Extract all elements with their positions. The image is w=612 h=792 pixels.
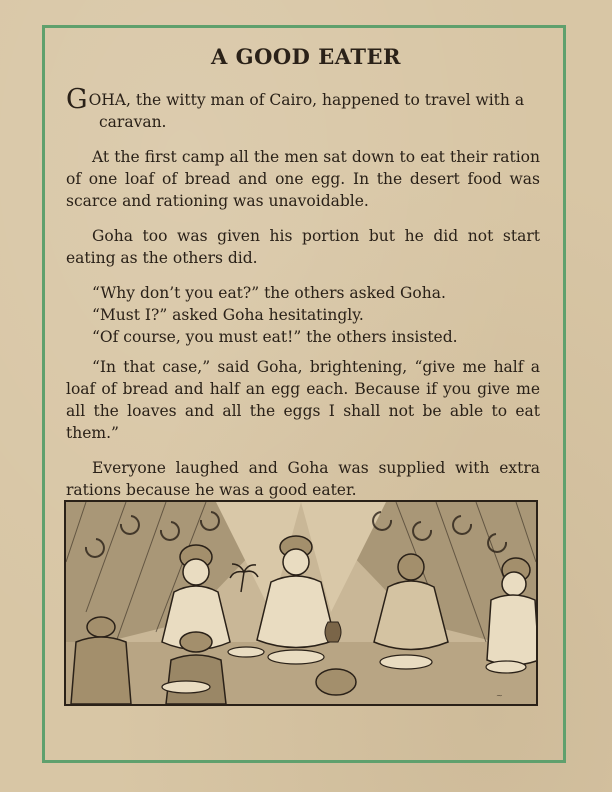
paragraph-1 (66, 84, 540, 133)
dialogue-line-2: “Must I?” asked Goha hesitatingly. (92, 306, 364, 324)
paragraph-2: At the first camp all the men sat down to eat their ration of one loaf of bread and one egg. In the desert food was scarce and rationing was unavoidable. (66, 148, 540, 210)
story-body (66, 84, 540, 514)
paragraph-4: “In that case,” said Goha, brightening, “give me half a loaf of bread and half an egg each. Because if you give me all the loaves and all the eggs I shall not be able to eat them.” (66, 358, 540, 442)
svg-text:~: ~ (496, 691, 503, 700)
paragraph-5: Everyone laughed and Goha was supplied with extra rations because he was a good eater. (66, 459, 540, 499)
dialogue-line-3: “Of course, you must eat!” the others insisted. (92, 328, 458, 346)
paragraph-3: Goha too was given his portion but he did not start eating as the others did. (66, 227, 540, 267)
drop-cap: G (66, 84, 88, 115)
story-title: A GOOD EATER (211, 44, 401, 69)
dialogue-block (66, 282, 540, 348)
tent-feast-illustration (64, 500, 538, 706)
paragraph-1-line-1: OHA, the witty man of Cairo, happened to travel with a (88, 91, 525, 109)
dialogue-line-1: “Why don’t you eat?” the others asked Goha. (92, 284, 446, 302)
illustration-svg (66, 502, 536, 704)
paragraph-1-line-2: caravan. (99, 113, 167, 131)
